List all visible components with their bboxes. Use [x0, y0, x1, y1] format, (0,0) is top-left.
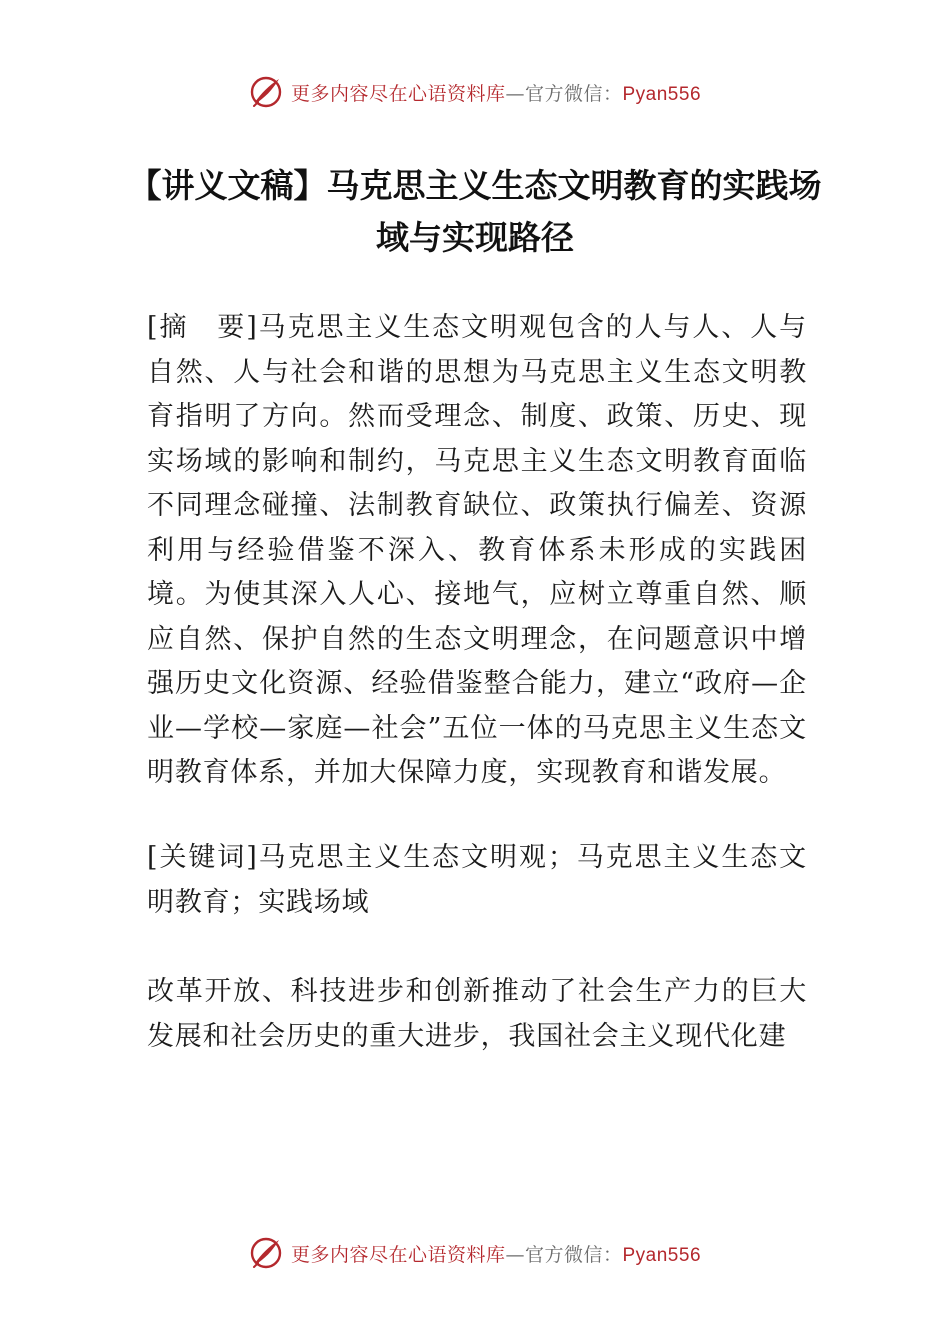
footer-banner-text — [291, 1240, 701, 1267]
footer-banner-sub: —官方微信： — [505, 1243, 623, 1266]
header-banner-text — [291, 79, 701, 106]
header-banner — [0, 72, 950, 112]
header-banner-sub: —官方微信： — [505, 82, 623, 105]
footer-banner — [0, 1233, 950, 1273]
quill-pen-logo-icon — [249, 75, 283, 109]
document-title: 【讲义文稿】马克思主义生态文明教育的实践场域与实现路径 — [128, 166, 822, 257]
header-banner-main: 更多内容尽在心语资料库 — [290, 82, 506, 105]
intro-paragraph: 改革开放、科技进步和创新推动了社会生产力的巨大发展和社会历史的重大进步，我国社会主义现代化建 — [147, 976, 807, 1052]
footer-banner-main: 更多内容尽在心语资料库 — [290, 1243, 506, 1266]
keywords-paragraph: [关键词]马克思主义生态文明观；马克思主义生态文明教育；实践场域 — [147, 842, 807, 918]
abstract-paragraph: [摘 要]马克思主义生态文明观包含的人与人、人与自然、人与社会和谐的思想为马克思主义生态文明教育指明了方向。然而受理念、制度、政策、历史、现实场域的影响和制约，马克思主义生态文明教育面临不同理念碰撞、法制教育缺位、政策执行偏差、资源利用与经验借鉴不深入、教育体系未形成的实践困境。为使其深入人心、接地气，应树立尊重自然、顺应自然、保护自然的生态文明理念，在问题意识中增强历史文化资源、经验借鉴整合能力，建立“政府—企业—学校—家庭—社会”五位一体的马克思主义生态文明教育体系，并加大保障力度，实现教育和谐发展。 — [147, 312, 807, 788]
quill-pen-logo-icon — [249, 1236, 283, 1270]
header-wechat-id: Pyan556 — [622, 83, 702, 105]
footer-wechat-id: Pyan556 — [622, 1244, 702, 1266]
